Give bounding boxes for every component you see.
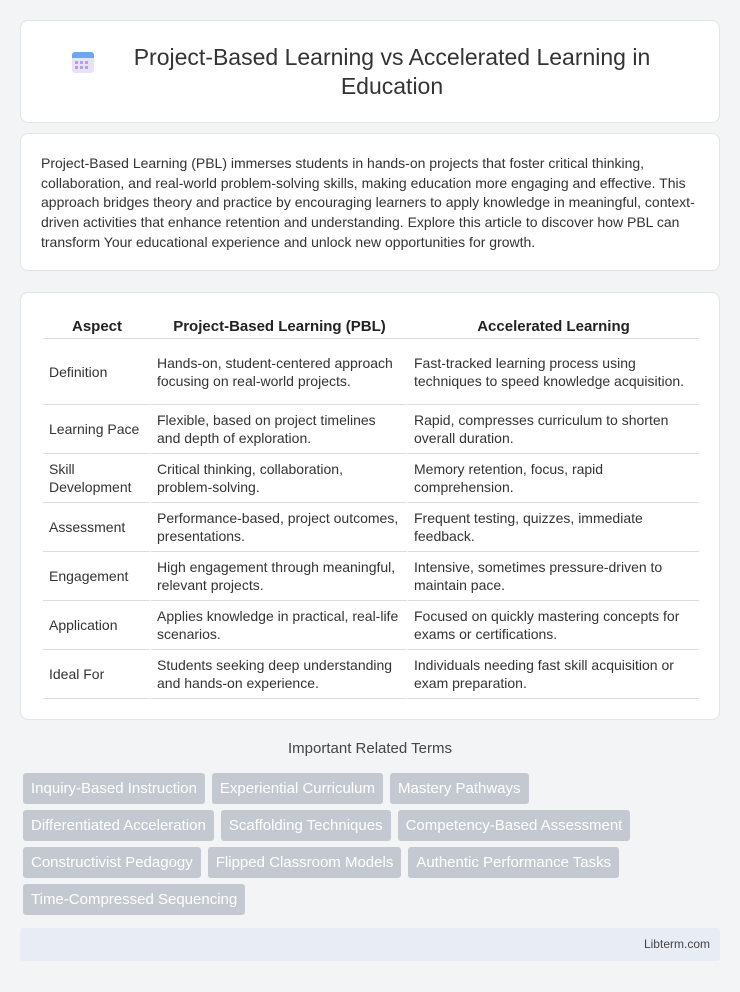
tag-row [23,810,723,841]
row-aspect: Application [43,601,151,650]
table-row [43,503,699,552]
footer-brand-link[interactable]: Libterm.com [643,937,710,951]
table-row [43,454,699,503]
table-header-row [43,313,699,339]
related-term-tag[interactable]: Differentiated Acceleration [23,810,214,841]
row-accelerated: Memory retention, focus, rapid comprehension. [408,454,699,503]
related-term-tag[interactable]: Competency-Based Assessment [398,810,631,841]
row-aspect: Learning Pace [43,405,151,454]
related-term-tag[interactable]: Scaffolding Techniques [221,810,391,841]
related-term-tag[interactable]: Constructivist Pedagogy [23,847,201,878]
table-row [43,601,699,650]
page-title: Project-Based Learning vs Accelerated Learning in Education [133,43,651,99]
tag-row [23,773,723,804]
row-accelerated: Rapid, compresses curriculum to shorten overall duration. [408,405,699,454]
header-pbl: Project-Based Learning (PBL) [151,313,408,339]
row-pbl: Students seeking deep understanding and hands-on experience. [151,650,408,699]
comparison-card [20,292,720,720]
row-pbl: Critical thinking, collaboration, problem-solving. [151,454,408,503]
row-accelerated: Individuals needing fast skill acquisition or exam preparation. [408,650,699,699]
row-aspect: Definition [43,339,151,405]
row-aspect: Assessment [43,503,151,552]
comparison-table [43,313,699,699]
row-accelerated: Frequent testing, quizzes, immediate feedback. [408,503,699,552]
row-aspect: Engagement [43,552,151,601]
row-pbl: High engagement through meaningful, relevant projects. [151,552,408,601]
row-pbl: Applies knowledge in practical, real-life scenarios. [151,601,408,650]
related-term-tag[interactable]: Time-Compressed Sequencing [23,884,245,915]
intro-paragraph: Project-Based Learning (PBL) immerses students in hands-on projects that foster critical thinking, collaboration, and real-world problem-solving skills, making education more engaging and effective. This approach bridges theory and practice by encouraging learners to apply knowledge in meaningful, context-driven activities that enhance retention and understanding. Explore this article to discover how PBL can transform Your educational experience and unlock new opportunities for growth. [41,155,695,250]
table-row [43,339,699,405]
row-pbl: Flexible, based on project timelines and depth of exploration. [151,405,408,454]
row-accelerated: Focused on quickly mastering concepts for exams or certifications. [408,601,699,650]
tag-row [23,884,723,915]
tag-row [23,847,723,878]
title-card [20,20,720,123]
related-term-tag[interactable]: Experiential Curriculum [212,773,383,804]
table-row [43,552,699,601]
header-accelerated: Accelerated Learning [408,313,699,339]
related-terms [23,773,723,921]
related-term-tag[interactable]: Mastery Pathways [390,773,529,804]
calendar-icon [70,49,96,75]
related-term-tag[interactable]: Flipped Classroom Models [208,847,402,878]
table-row [43,405,699,454]
row-aspect: Ideal For [43,650,151,699]
row-accelerated: Intensive, sometimes pressure-driven to maintain pace. [408,552,699,601]
row-accelerated: Fast-tracked learning process using techniques to speed knowledge acquisition. [408,339,699,405]
row-pbl: Hands-on, student-centered approach focusing on real-world projects. [151,339,408,405]
related-term-tag[interactable]: Authentic Performance Tasks [408,847,619,878]
footer [20,928,720,961]
intro-card [20,133,720,271]
row-aspect: Skill Development [43,454,151,503]
related-term-tag[interactable]: Inquiry-Based Instruction [23,773,205,804]
header-aspect: Aspect [43,313,151,339]
row-pbl: Performance-based, project outcomes, presentations. [151,503,408,552]
related-terms-heading: Important Related Terms [288,740,452,757]
table-row [43,650,699,699]
